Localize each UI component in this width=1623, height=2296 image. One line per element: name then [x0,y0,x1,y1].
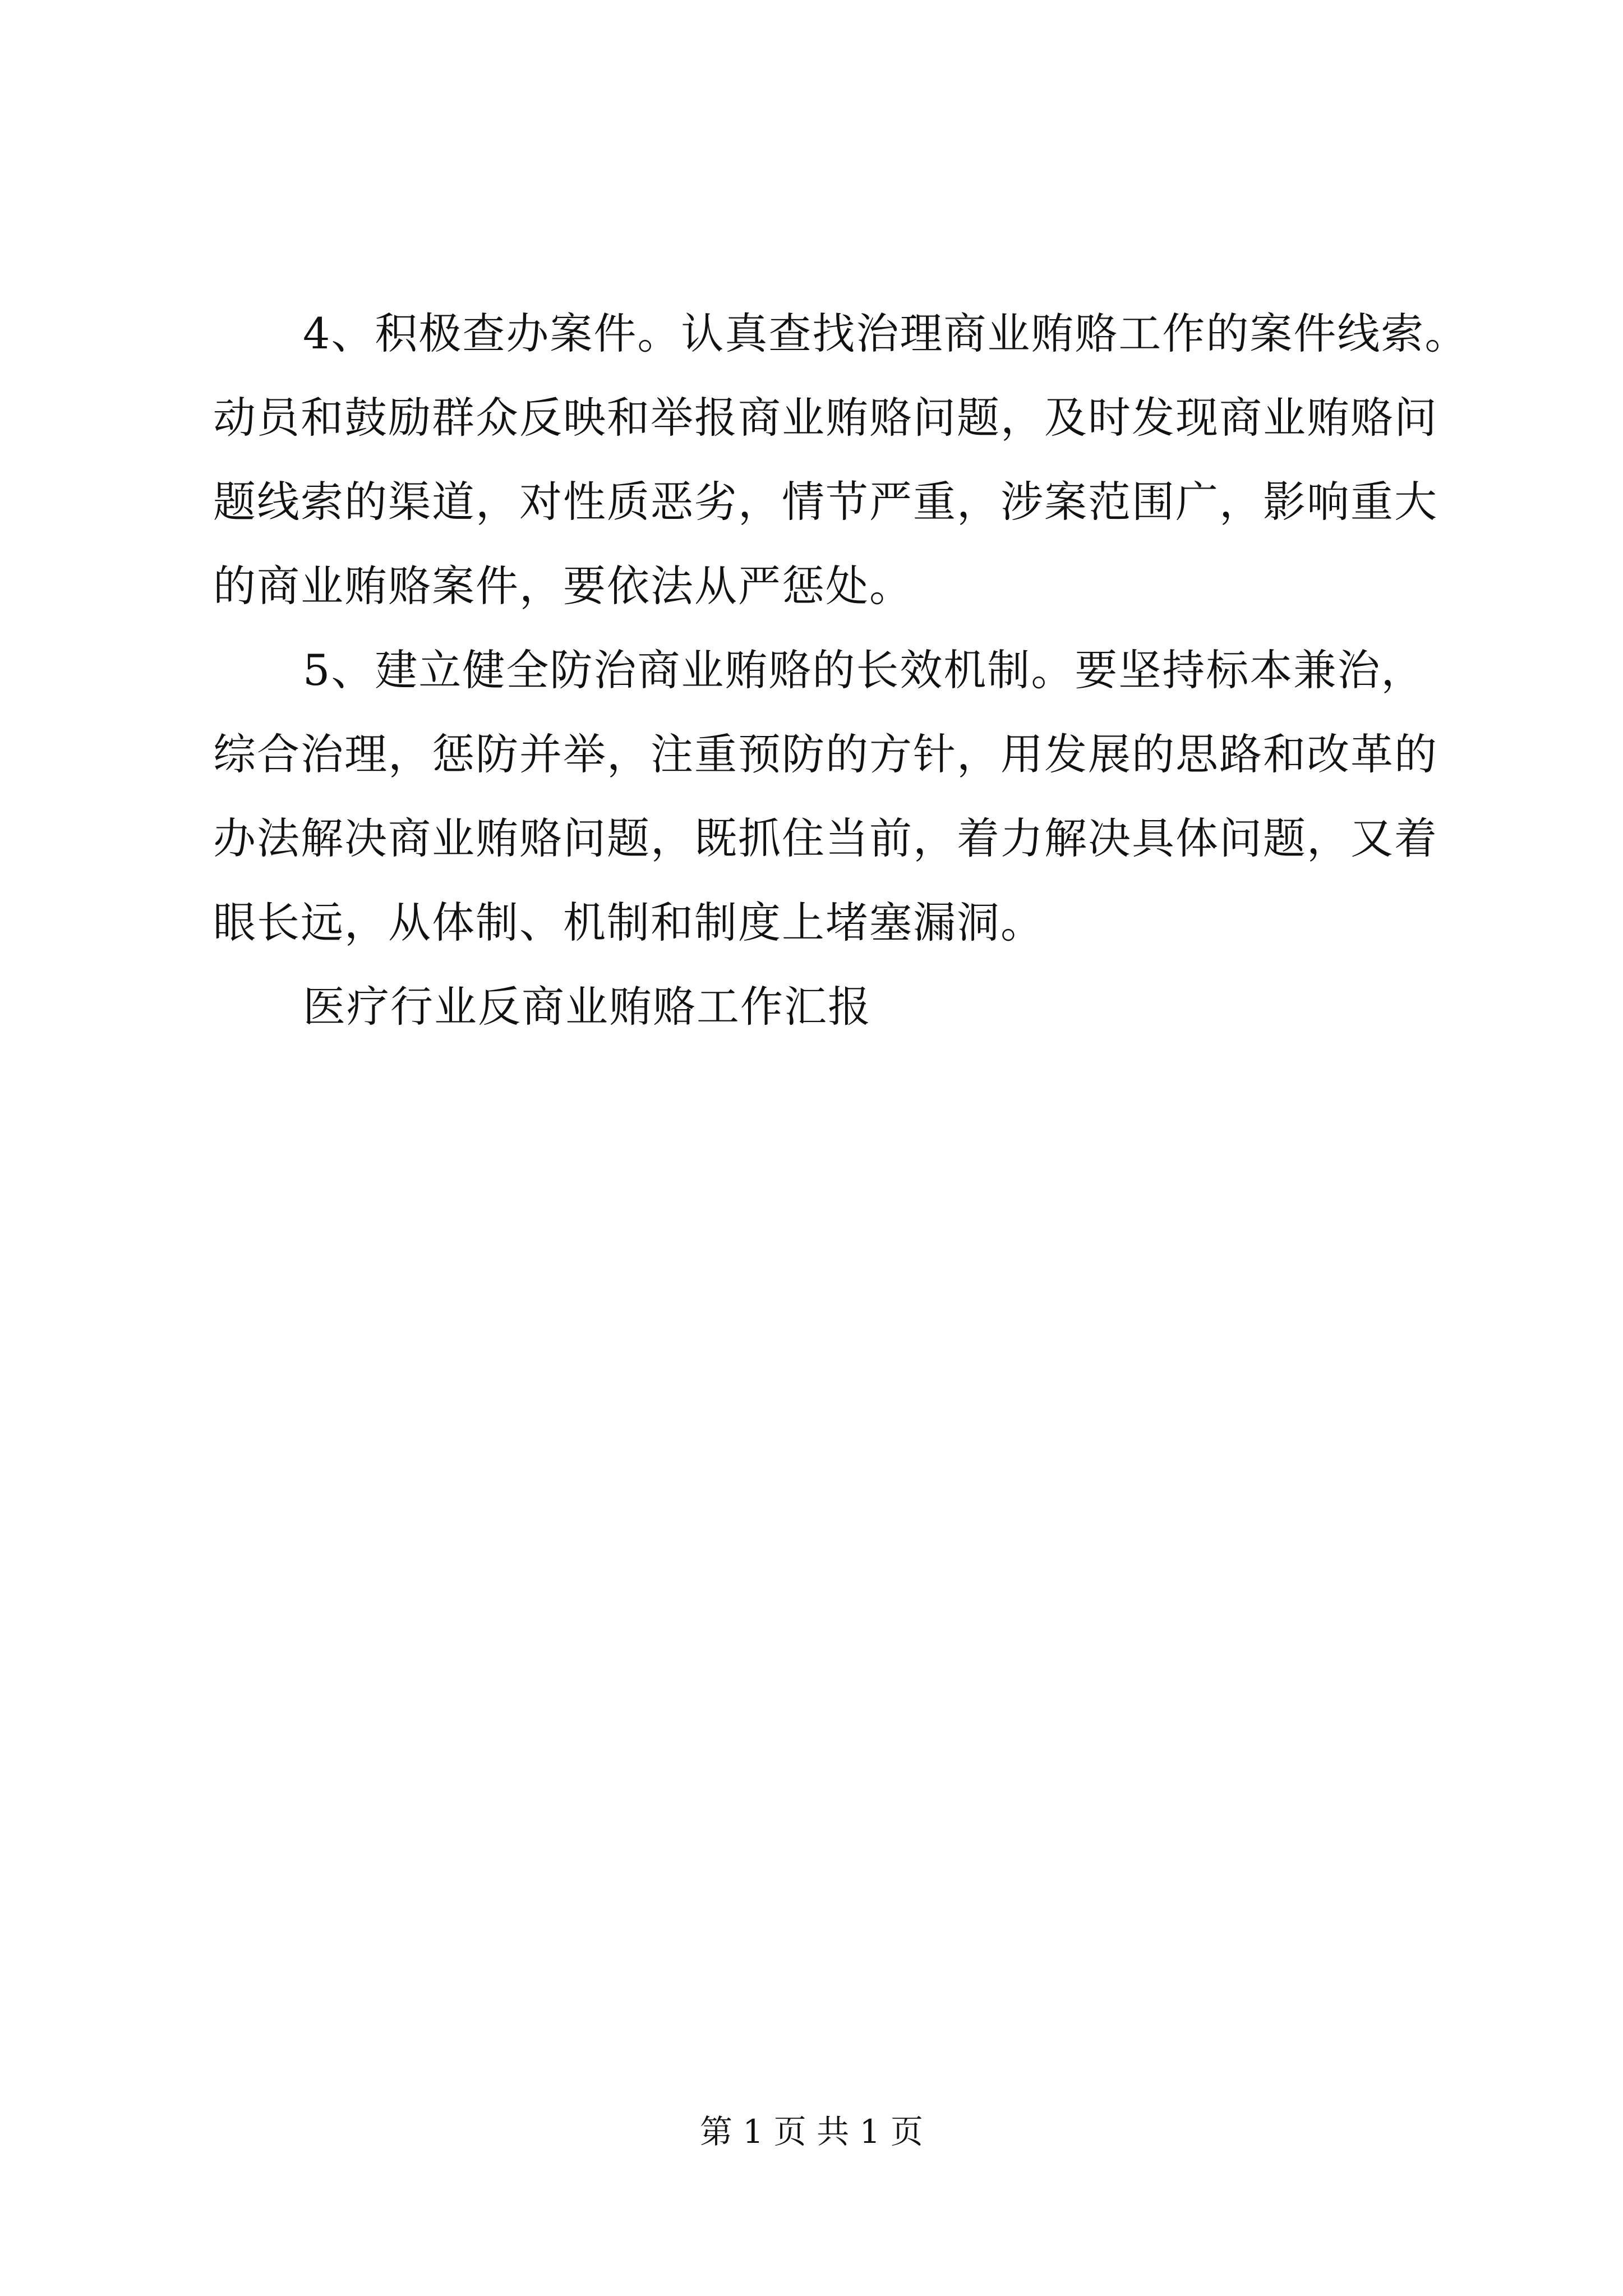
paragraph-item-5 [213,628,1438,965]
paragraph-line: 眼长远，从体制、机制和制度上堵塞漏洞。 [213,898,1044,947]
paragraph-line: 办法解决商业贿赂问题，既抓住当前，着力解决具体问题，又着 [213,813,1438,863]
paragraph-line: 4、积极查办案件。认真查找治理商业贿赂工作的案件线索。 [303,309,1469,358]
paragraph-line: 的商业贿赂案件，要依法从严惩处。 [213,561,913,611]
paragraph-line: 5、建立健全防治商业贿赂的长效机制。要坚持标本兼治， [303,645,1425,695]
page-footer [0,2109,1623,2154]
closing-title-line: 医疗行业反商业贿赂工作汇报 [303,982,872,1032]
paragraph-line: 动员和鼓励群众反映和举报商业贿赂问题，及时发现商业贿赂问 [213,393,1438,443]
closing-title-paragraph [213,965,1424,1049]
paragraph-item-4 [213,292,1469,628]
paragraph-line: 题线索的渠道，对性质恶劣，情节严重，涉案范围广，影响重大 [213,477,1438,527]
document-body [213,292,1469,1049]
page-number: 第 1 页 共 1 页 [700,2113,923,2151]
paragraph-line: 综合治理，惩防并举，注重预防的方针，用发展的思路和改革的 [213,729,1438,779]
